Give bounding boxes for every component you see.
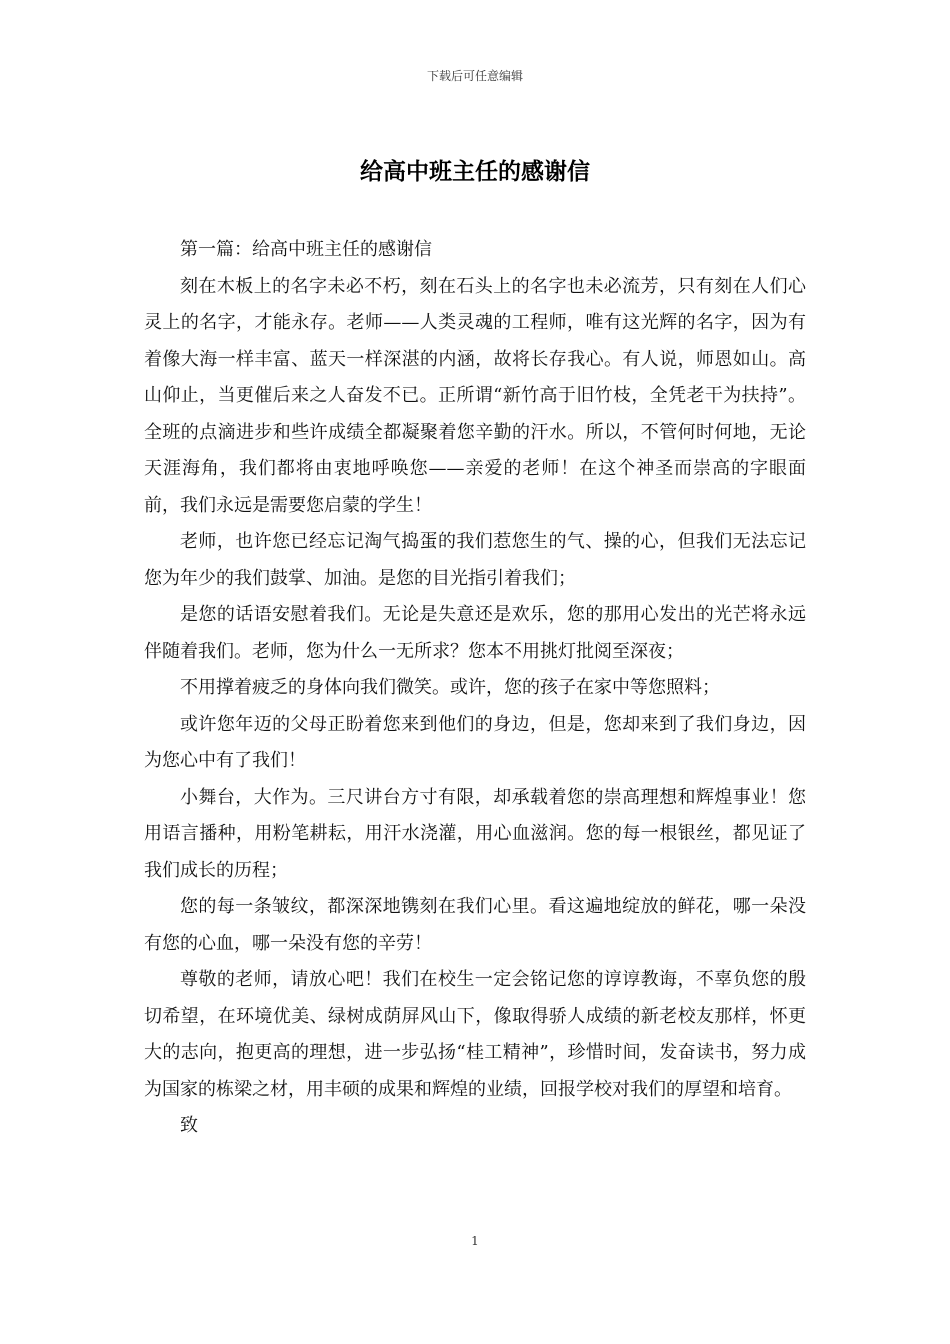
paragraph: 或许您年迈的父母正盼着您来到他们的身边，但是，您却来到了我们身边，因为您心中有了我们！ [144,713,806,771]
closing-salutation: 致 [180,1115,198,1136]
paragraph: 您的每一条皱纹，都深深地镌刻在我们心里。看这遍地绽放的鲜花，哪一朵没有您的心血，哪一朵没有您的辛劳！ [144,896,806,954]
paragraph: 刻在木板上的名字未必不朽，刻在石头上的名字也未必流芳，只有刻在人们心灵上的名字，才能永存。老师——人类灵魂的工程师，唯有这光辉的名字，因为有着像大海一样丰富、蓝天一样深湛的内涵，故将长存我心。有人说，师恩如山。高山仰止，当更催后来之人奋发不已。正所谓“新竹高于旧竹枝，全凭老干为扶持”。全班的点滴进步和些许成绩全都凝聚着您辛勤的汗水。所以，不管何时何地，无论天涯海角，我们都将由衷地呼唤您——亲爱的老师！在这个神圣而崇高的字眼面前，我们永远是需要您启蒙的学生！ [144,275,806,516]
page-number: 1 [471,1234,479,1248]
paragraph: 小舞台，大作为。三尺讲台方寸有限，却承载着您的崇高理想和辉煌事业！您用语言播种，用粉笔耕耘，用汗水浇灌，用心血滋润。您的每一根银丝，都见证了我们成长的历程； [144,786,806,881]
paragraph: 老师，也许您已经忘记淘气捣蛋的我们惹您生的气、操的心，但我们无法忘记您为年少的我们鼓掌、加油。是您的目光指引着我们； [144,531,806,589]
section-heading: 第一篇：给高中班主任的感谢信 [180,239,432,260]
paragraph: 是您的话语安慰着我们。无论是失意还是欢乐，您的那用心发出的光芒将永远伴随着我们。老师，您为什么一无所求？您本不用挑灯批阅至深夜； [144,604,806,662]
paragraph: 尊敬的老师，请放心吧！我们在校生一定会铭记您的谆谆教诲，不辜负您的殷切希望，在环境优美、绿树成荫屏风山下，像取得骄人成绩的新老校友那样，怀更大的志向，抱更高的理想，进一步弘扬“桂工精神”，珍惜时间，发奋读书，努力成为国家的栋梁之材，用丰硕的成果和辉煌的业绩，回报学校对我们的厚望和培育。 [144,969,806,1100]
paragraph: 不用撑着疲乏的身体向我们微笑。或许，您的孩子在家中等您照料； [180,677,720,698]
header-note: 下载后可任意编辑 [426,69,523,83]
page-title: 给高中班主任的感谢信 [360,158,590,185]
letter-body [144,232,806,1145]
